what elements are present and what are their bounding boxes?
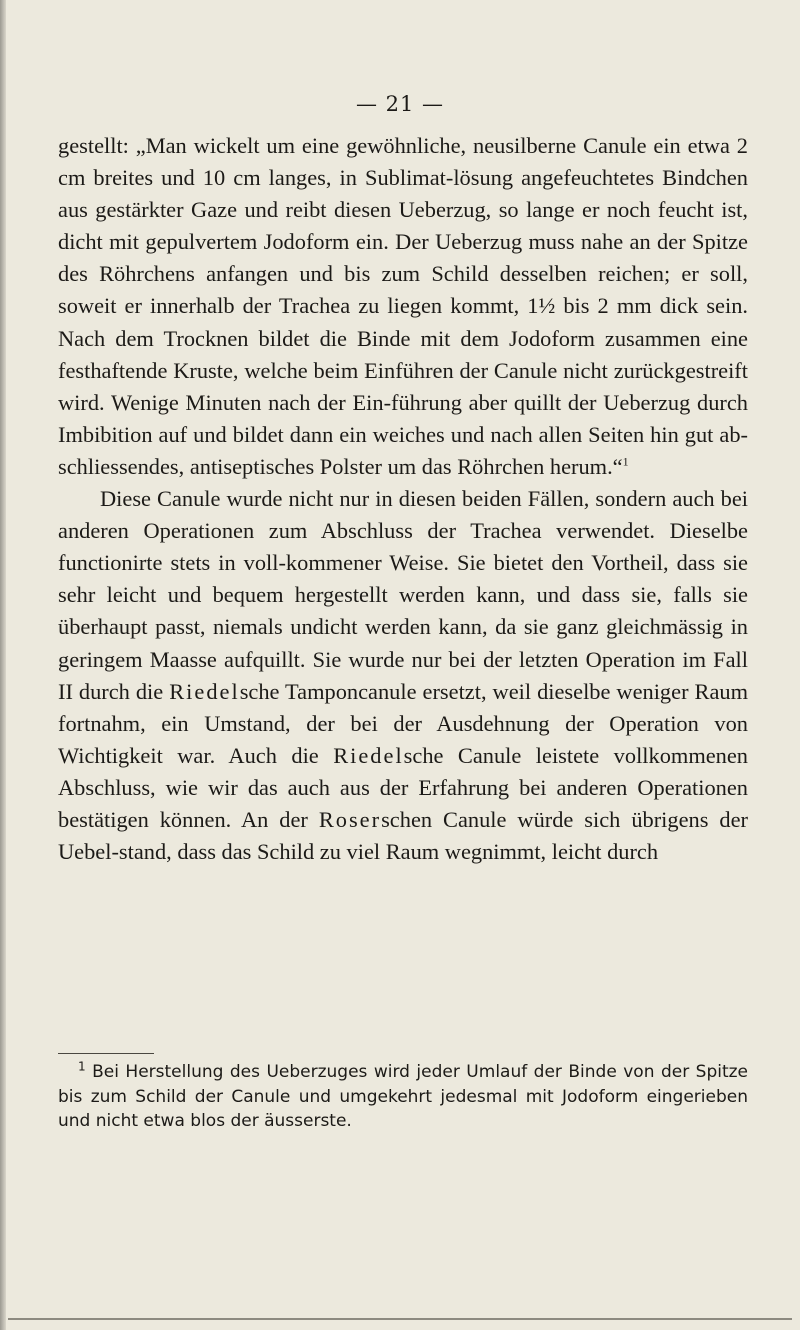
- footnotes: [58, 1060, 748, 1134]
- footnote-divider: [58, 1053, 154, 1054]
- page-number: — 21 —: [355, 92, 445, 116]
- main-text: [58, 130, 748, 868]
- footnote-1: [58, 1060, 748, 1134]
- paragraph-2-text-d: schen Canule würde sich übrigens der Uebel-stand, dass das Schild zu viel Raum wegnimmt, leicht durch: [58, 806, 748, 865]
- name-riedel-2: Riedel: [333, 742, 404, 768]
- footnote-reference: 1: [622, 454, 629, 469]
- footnote-1-mark: 1: [78, 1059, 86, 1074]
- paragraph-1-text: gestellt: „Man wickelt um eine gewöhnliche, neusilberne Canule ein etwa 2 cm breites und 10 cm langes, in Sublimat-lösung angefeuchtetes Bindchen aus gestärkter Gaze und reibt diesen Ueberzug, so lange er noch feucht ist, dicht mit gepulvertem Jodoform ein. Der Ueberzug muss nahe an der Spitze des Röhrchens anfangen und bis zum Schild desselben reichen; er soll, soweit er innerhalb der Trachea zu liegen kommt, 1½ bis 2 mm dick sein. Nach dem Trocknen bildet die Binde mit dem Jodoform zusammen eine festhaftende Kruste, welche beim Einführen der Canule nicht zurückgestreift wird. Wenige Minuten nach der Ein-führung aber quillt der Ueberzug durch Imbibition auf und bildet dann ein weiches und nach allen Seiten hin gut ab-schliessendes, antiseptisches Polster um das Röhrchen herum.“: [58, 133, 748, 479]
- paragraph-2: [58, 483, 748, 868]
- page-bottom-edge: [8, 1318, 792, 1320]
- paragraph-1: [58, 130, 748, 483]
- name-roser: Roser: [318, 806, 382, 832]
- name-riedel-1: Riedel: [169, 678, 240, 704]
- paragraph-2-text-a: Diese Canule wurde nicht nur in diesen beiden Fällen, sondern auch bei anderen Operationen zum Abschluss der Trachea verwendet. Dieselbe functionirte stets in voll-kommener Weise. Sie bietet den Vortheil, dass sie sehr leicht und bequem hergestellt werden kann, und dass sie, falls sie überhaupt passt, niemals undicht werden kann, da sie ganz gleichmässig in geringem Maasse aufquillt. Sie wurde nur bei der letzten Operation im Fall II durch die: [58, 486, 748, 704]
- footnote-1-text: Bei Herstellung des Ueberzuges wird jeder Umlauf der Binde von der Spitze bis zum Schild der Canule und umgekehrt jedesmal mit Jodoform eingerieben und nicht etwa blos der äusserste.: [58, 1062, 749, 1131]
- page-left-edge-shadow: [0, 0, 6, 1330]
- paragraph-2-text-c: sche Canule leistete vollkommenen Abschluss, wie wir das auch aus der Erfahrung bei anderen Operationen bestätigen können. An der: [58, 742, 749, 832]
- paragraph-2-text-b: sche Tamponcanule ersetzt, weil dieselbe weniger Raum fortnahm, ein Umstand, der bei der Ausdehnung der Operation von Wichtigkeit war. Auch die: [58, 678, 748, 768]
